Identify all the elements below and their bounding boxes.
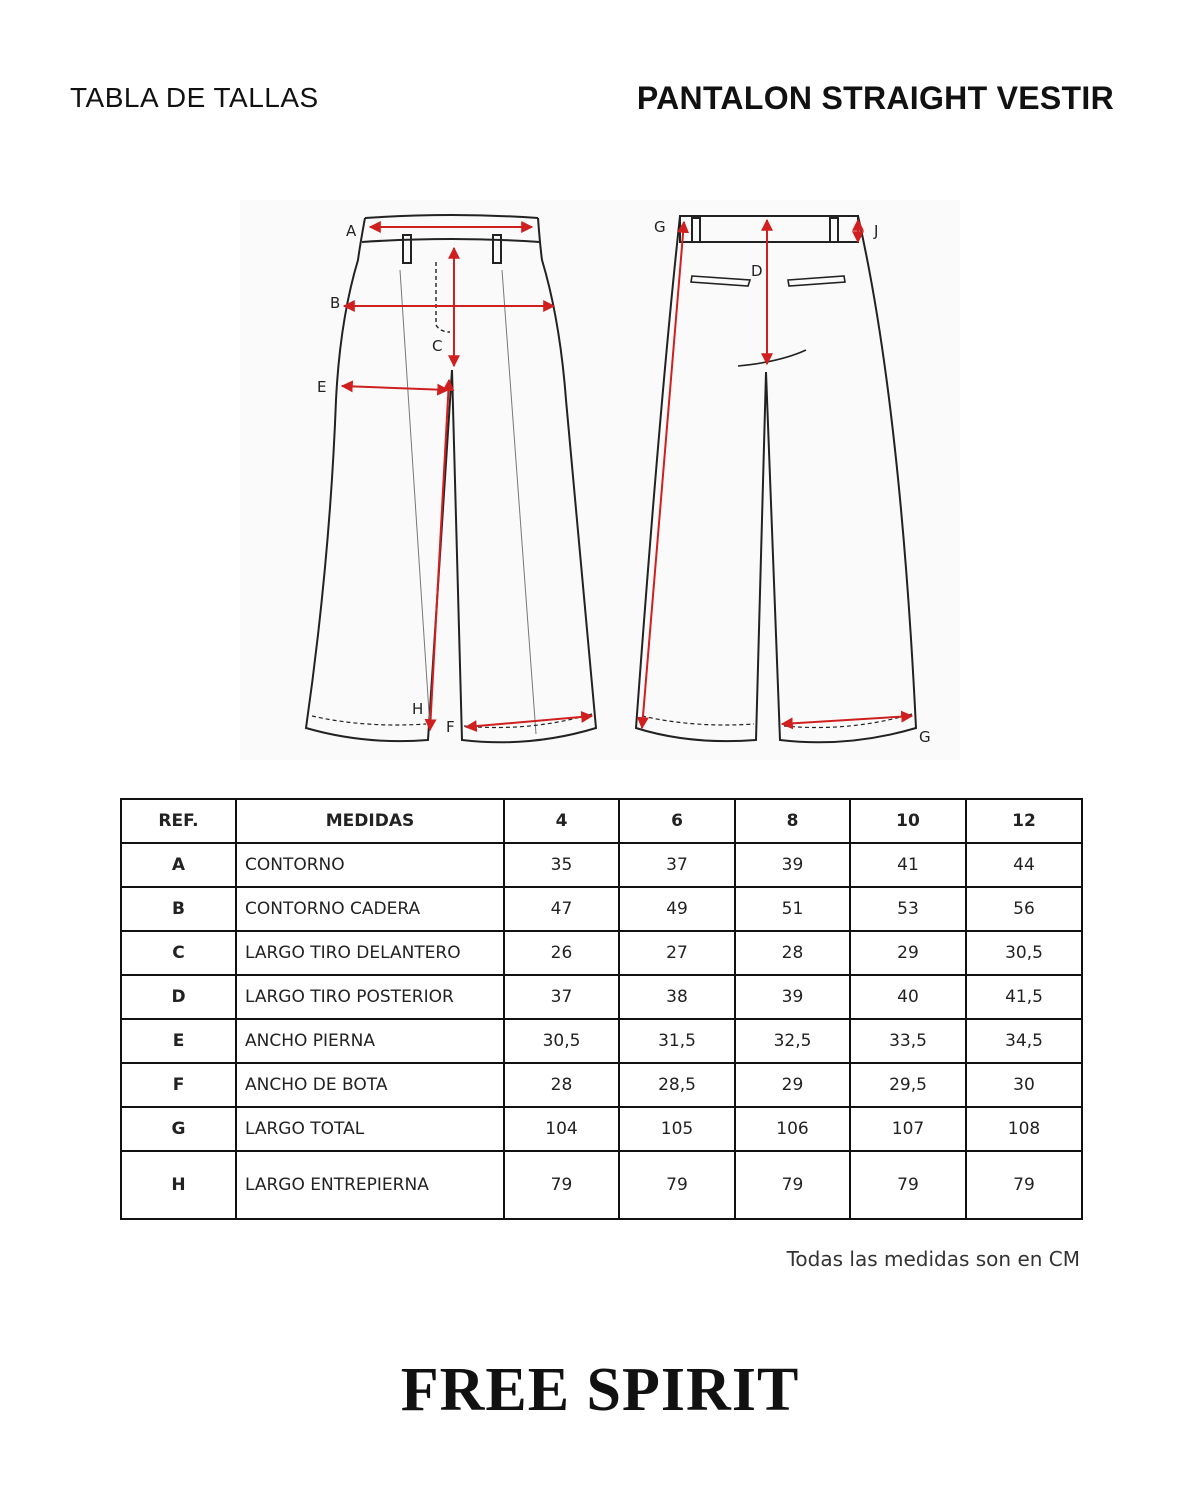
cell-value: 53	[850, 887, 966, 931]
table-row	[121, 887, 1082, 931]
cell-value: 30	[966, 1063, 1082, 1107]
cell-value: 37	[619, 843, 735, 887]
cell-value: 37	[504, 975, 619, 1019]
col-header-size-6: 6	[619, 799, 735, 843]
row-measure: LARGO TIRO DELANTERO	[236, 931, 504, 975]
row-ref: H	[121, 1151, 236, 1219]
row-ref: B	[121, 887, 236, 931]
table-header-row	[121, 799, 1082, 843]
col-header-size-4: 4	[504, 799, 619, 843]
cell-value: 40	[850, 975, 966, 1019]
col-header-size-8: 8	[735, 799, 850, 843]
label-d: D	[751, 262, 763, 280]
cell-value: 33,5	[850, 1019, 966, 1063]
row-measure: CONTORNO	[236, 843, 504, 887]
cell-value: 26	[504, 931, 619, 975]
cell-value: 28,5	[619, 1063, 735, 1107]
cell-value: 79	[850, 1151, 966, 1219]
cell-value: 79	[619, 1151, 735, 1219]
col-header-medidas: MEDIDAS	[236, 799, 504, 843]
cell-value: 30,5	[966, 931, 1082, 975]
table-row	[121, 931, 1082, 975]
row-ref: A	[121, 843, 236, 887]
cell-value: 105	[619, 1107, 735, 1151]
cell-value: 79	[966, 1151, 1082, 1219]
cell-value: 41	[850, 843, 966, 887]
cell-value: 39	[735, 843, 850, 887]
cell-value: 79	[735, 1151, 850, 1219]
cell-value: 41,5	[966, 975, 1082, 1019]
row-ref: E	[121, 1019, 236, 1063]
table-row	[121, 1063, 1082, 1107]
label-h: H	[412, 700, 424, 718]
table-row	[121, 843, 1082, 887]
row-ref: D	[121, 975, 236, 1019]
cell-value: 108	[966, 1107, 1082, 1151]
col-header-size-10: 10	[850, 799, 966, 843]
col-header-size-12: 12	[966, 799, 1082, 843]
cell-value: 29,5	[850, 1063, 966, 1107]
label-j: J	[874, 222, 879, 240]
cell-value: 106	[735, 1107, 850, 1151]
units-note: Todas las medidas son en CM	[786, 1247, 1080, 1271]
label-f: F	[446, 718, 455, 736]
cell-value: 35	[504, 843, 619, 887]
cell-value: 27	[619, 931, 735, 975]
label-b: B	[330, 294, 341, 312]
cell-value: 29	[850, 931, 966, 975]
row-measure: ANCHO DE BOTA	[236, 1063, 504, 1107]
cell-value: 44	[966, 843, 1082, 887]
row-measure: LARGO ENTREPIERNA	[236, 1151, 504, 1219]
cell-value: 30,5	[504, 1019, 619, 1063]
row-ref: F	[121, 1063, 236, 1107]
cell-value: 34,5	[966, 1019, 1082, 1063]
cell-value: 51	[735, 887, 850, 931]
label-e: E	[317, 378, 327, 396]
row-measure: LARGO TOTAL	[236, 1107, 504, 1151]
cell-value: 49	[619, 887, 735, 931]
cell-value: 47	[504, 887, 619, 931]
size-table	[120, 798, 1083, 1220]
table-row	[121, 1019, 1082, 1063]
col-header-ref: REF.	[121, 799, 236, 843]
brand-logo: FREE SPIRIT	[400, 1356, 800, 1424]
cell-value: 32,5	[735, 1019, 850, 1063]
cell-value: 107	[850, 1107, 966, 1151]
label-a: A	[346, 222, 357, 240]
cell-value: 29	[735, 1063, 850, 1107]
product-title: PANTALON STRAIGHT VESTIR	[636, 80, 1114, 116]
row-measure: ANCHO PIERNA	[236, 1019, 504, 1063]
cell-value: 28	[504, 1063, 619, 1107]
row-ref: C	[121, 931, 236, 975]
cell-value: 39	[735, 975, 850, 1019]
label-g-top: G	[654, 218, 666, 236]
cell-value: 28	[735, 931, 850, 975]
table-row	[121, 1151, 1082, 1219]
cell-value: 56	[966, 887, 1082, 931]
row-measure: LARGO TIRO POSTERIOR	[236, 975, 504, 1019]
row-measure: CONTORNO CADERA	[236, 887, 504, 931]
cell-value: 38	[619, 975, 735, 1019]
table-row	[121, 1107, 1082, 1151]
table-row	[121, 975, 1082, 1019]
cell-value: 31,5	[619, 1019, 735, 1063]
row-ref: G	[121, 1107, 236, 1151]
cell-value: 79	[504, 1151, 619, 1219]
size-chart-title: TABLA DE TALLAS	[70, 82, 319, 113]
pants-measurement-diagram	[240, 200, 960, 760]
label-g-bottom: G	[919, 728, 931, 746]
cell-value: 104	[504, 1107, 619, 1151]
label-c: C	[432, 337, 443, 355]
